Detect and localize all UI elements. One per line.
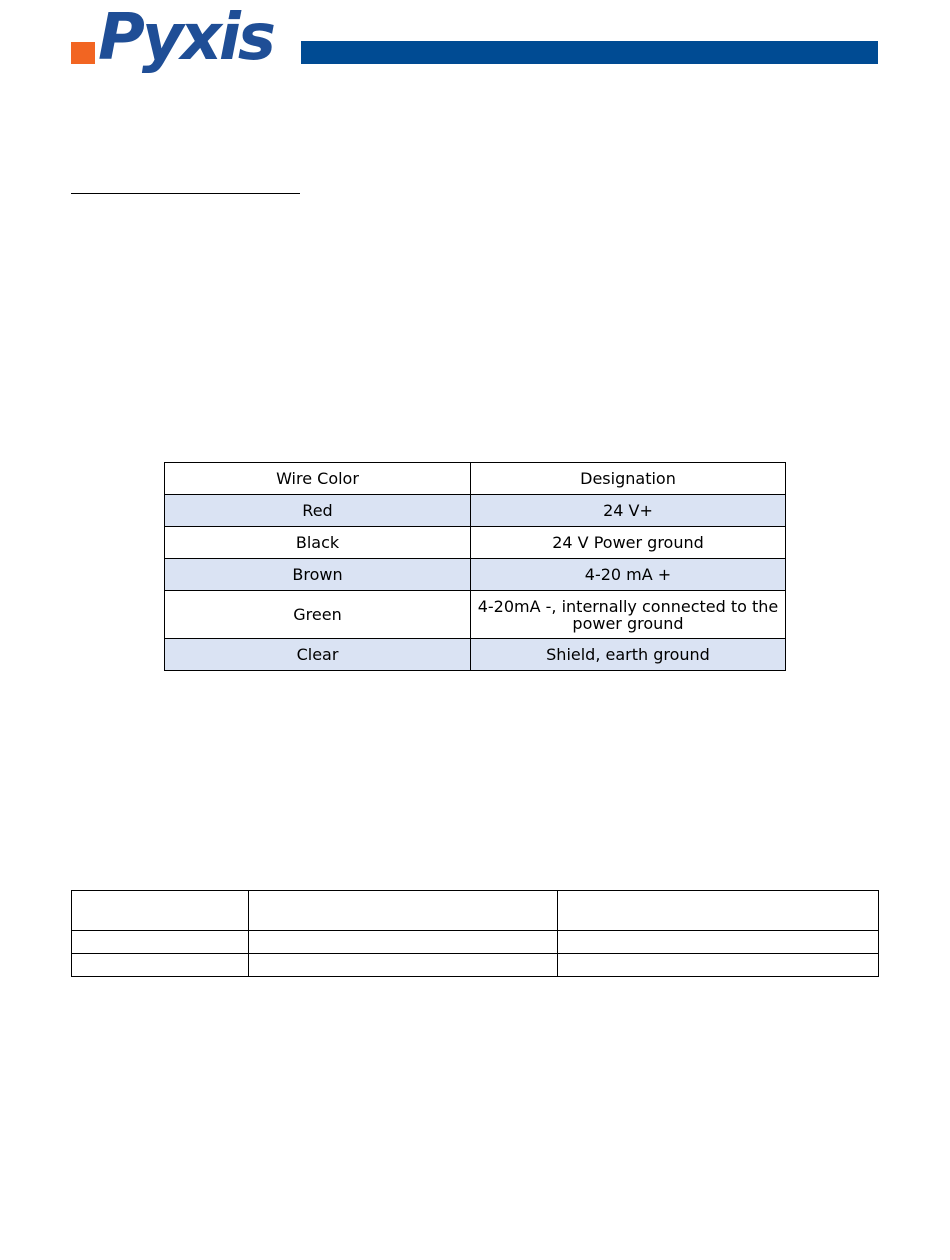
table-cell — [558, 954, 879, 977]
wire-color-cell: Clear — [165, 639, 471, 671]
page-header — [0, 0, 950, 80]
header-designation: Designation — [471, 463, 786, 495]
blank-table — [71, 890, 879, 977]
logo-accent-square — [71, 42, 95, 64]
table-row — [72, 891, 879, 931]
table-cell — [248, 954, 558, 977]
table-header-row — [165, 463, 786, 495]
designation-cell: 4-20 mA + — [471, 559, 786, 591]
header-bar — [301, 41, 878, 64]
table-row — [165, 559, 786, 591]
wire-color-cell: Red — [165, 495, 471, 527]
table-cell — [72, 931, 249, 954]
table-cell — [248, 931, 558, 954]
table-cell — [248, 891, 558, 931]
brand-logo: Pyxis — [98, 1, 273, 75]
designation-cell: Shield, earth ground — [471, 639, 786, 671]
table-cell — [72, 891, 249, 931]
wire-color-cell: Brown — [165, 559, 471, 591]
wire-color-cell: Green — [165, 591, 471, 639]
table-cell — [558, 931, 879, 954]
section-heading-underline — [71, 193, 300, 194]
wire-color-cell: Black — [165, 527, 471, 559]
table-cell — [558, 891, 879, 931]
table-row — [165, 527, 786, 559]
designation-cell: 24 V+ — [471, 495, 786, 527]
table-row — [165, 639, 786, 671]
table-row — [165, 495, 786, 527]
header-wire-color: Wire Color — [165, 463, 471, 495]
table-row — [72, 931, 879, 954]
table-cell — [72, 954, 249, 977]
table-row — [72, 954, 879, 977]
designation-cell: 24 V Power ground — [471, 527, 786, 559]
table-row — [165, 591, 786, 639]
designation-cell: 4-20mA -, internally connected to the power ground — [471, 591, 786, 639]
wire-color-table — [164, 462, 786, 671]
